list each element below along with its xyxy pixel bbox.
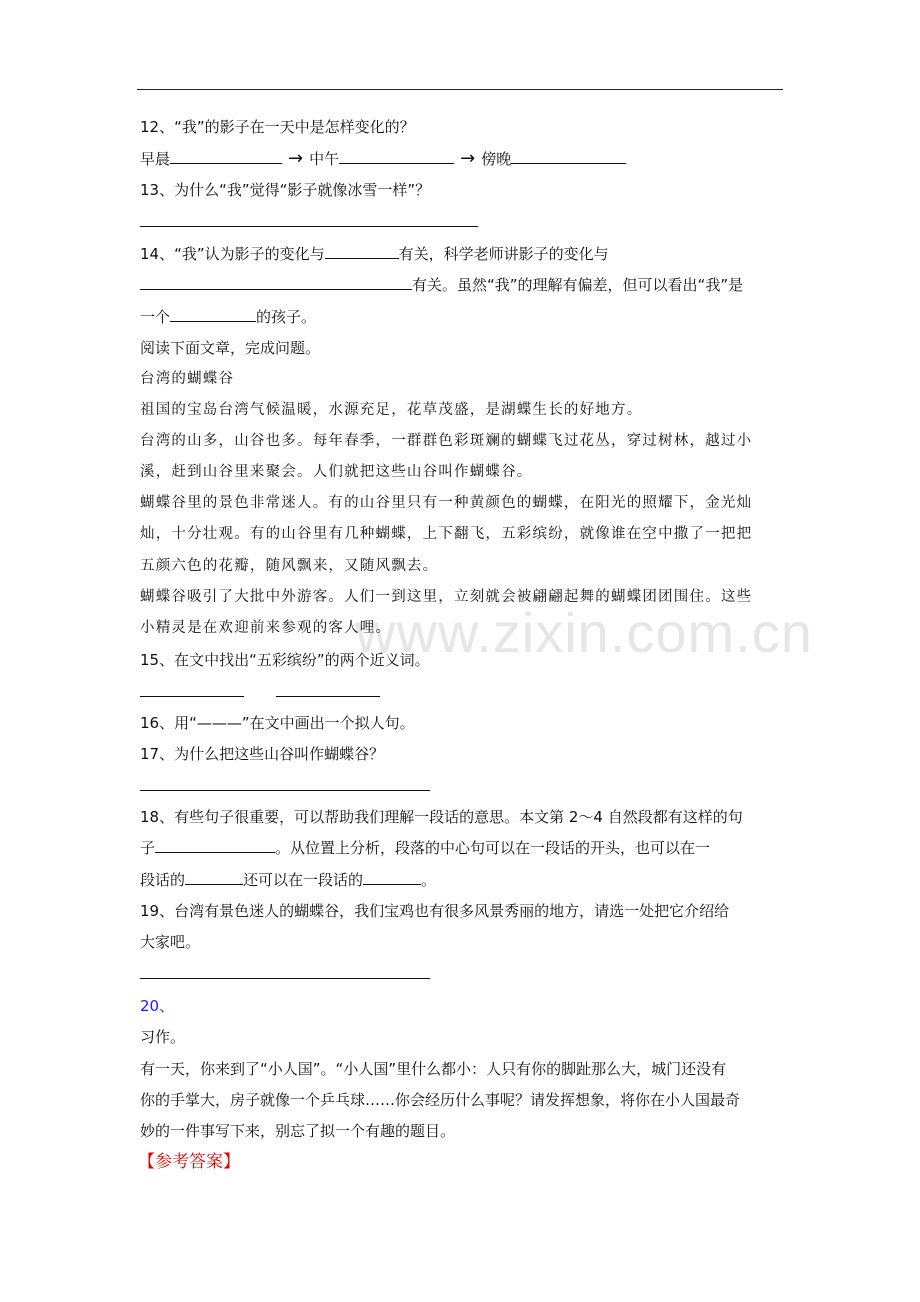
blank-evening[interactable] [511,149,626,164]
q15-title: 15、在文中找出“五彩缤纷”的两个近义词。 [140,651,430,669]
blank[interactable] [325,244,399,259]
q12-title: 12、“我”的影子在一天中是怎样变化的？ [140,118,415,136]
blank-noon[interactable] [339,149,454,164]
q20-number: 20、 [140,997,175,1015]
passage-line: 灿，十分壮观。有的山谷里有几种蝴蝶，上下翻飞，五彩缤纷，就像谁在空中撒了一把把 [140,526,753,542]
q19-line1: 19、台湾有景色迷人的蝴蝶谷，我们宝鸡也有很多风景秀丽的地方，请选一处把它介绍给 [140,902,730,920]
q18-line3: 段话的 还可以在一段话的 。 [140,871,437,889]
q13-answer[interactable] [140,212,478,232]
passage-line: 台湾的山多，山谷也多。每年春季，一群群色彩斑斓的蝴蝶飞过花丛，穿过树林，越过小 [140,433,753,449]
blank-morning[interactable] [170,149,282,164]
q14-line3: 一个 的孩子。 [140,308,317,326]
blank[interactable] [140,275,412,290]
passage-line: 溪，赶到山谷里来聚会。人们就把这些山谷叫作蝴蝶谷。 [140,464,533,480]
q20-title: 习作。 [140,1028,186,1046]
answer-heading: 【参考答案】 [138,1152,240,1172]
blank[interactable] [276,682,380,697]
arrow-icon: → [460,148,476,169]
passage-title: 台湾的蝴蝶谷 [140,371,235,387]
q12-answer-line [140,149,626,169]
q14-line1: 14、“我”认为影子的变化与 有关，科学老师讲影子的变化与 [140,245,609,263]
blank[interactable] [155,838,275,853]
passage-line: 蝴蝶谷里的景色非常迷人。有的山谷里只有一种黄颜色的蝴蝶，在阳光的照耀下，金光灿 [140,495,753,511]
morning-label: 早晨 [140,150,171,168]
q16-title: 16、用“———”在文中画出一个拟人句。 [140,714,415,732]
header-rule [137,89,783,90]
blank[interactable] [185,870,243,885]
blank[interactable] [140,682,244,697]
q13-title: 13、为什么“我”觉得“影子就像冰雪一样”？ [140,181,431,199]
q17-title: 17、为什么把这些山谷叫作蝴蝶谷？ [140,745,385,763]
blank[interactable] [170,307,256,322]
q14-line2: 有关。虽然“我”的理解有偏差，但可以看出“我”是 [140,275,743,295]
passage-line: 蝴蝶谷吸引了大批中外游客。人们一到这里，立刻就会被翩翩起舞的蝴蝶团团围住。这些 [140,589,753,605]
evening-label: 傍晚 [481,150,512,168]
noon-label: 中午 [309,150,340,168]
passage-line: 五颜六色的花瓣，随风飘来，又随风飘去。 [140,558,439,574]
q15-answers [140,682,380,702]
q18-line1: 18、有些句子很重要，可以帮助我们理解一段话的意思。本文第 2～4 自然段都有这样的句 [140,808,743,826]
arrow-icon: → [288,148,304,169]
q20-line: 有一天，你来到了“小人国”。“小人国”里什么都小：人只有你的脚趾那么大，城门还没有 [140,1060,727,1078]
q20-line: 妙的一件事写下来，别忘了拟一个有趣的题目。 [140,1122,456,1140]
q17-answer[interactable] [140,776,430,796]
q19-answer[interactable] [140,964,430,984]
passage-line: 祖国的宝岛台湾气候温暖，水源充足，花草茂盛，是湖蝶生长的好地方。 [140,402,643,418]
instruction: 阅读下面文章，完成问题。 [140,339,321,357]
q20-line: 你的手掌大，房子就像一个乒乓球……你会经历什么事呢？请发挥想象，将你在小人国最奇 [140,1091,741,1109]
q19-line2: 大家吧。 [140,933,201,951]
blank[interactable] [363,870,421,885]
passage-line: 小精灵是在欢迎前来参观的客人哩。 [140,620,392,636]
watermark: www.zixin.com.cn [355,601,813,664]
q18-line2: 子 。从位置上分析，段落的中心句可以在一段话的开头，也可以在一 [140,839,711,857]
